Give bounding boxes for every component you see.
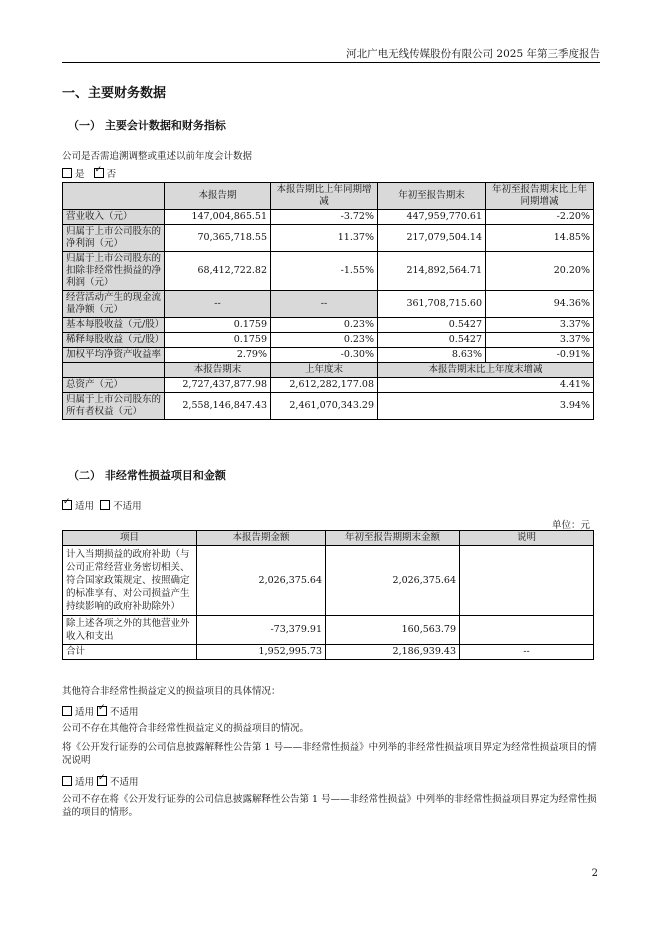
cell: 2,186,939.43 xyxy=(326,645,460,660)
checkbox-not-applicable-checked[interactable] xyxy=(97,706,107,716)
checkbox-yes[interactable] xyxy=(62,168,72,178)
note-reclassification: 将《公开发行证券的公司信息披露解释性公告第 1 号——非经常性损益》中列举的非经常性损益项目界定为经常性损益项目的情况说明 xyxy=(62,742,597,766)
cell: -0.30% xyxy=(271,348,378,363)
table-row xyxy=(63,291,594,318)
checkbox-no-checked[interactable] xyxy=(94,168,104,178)
subsection-title-accounting-data: （一） 主要会计数据和财务指标 xyxy=(68,119,226,132)
running-header: 河北广电无线传媒股份有限公司 2025 年第三季度报告 xyxy=(346,48,600,60)
applicable-options-2 xyxy=(62,704,139,718)
applicable-label: 适用 xyxy=(75,501,95,512)
header-cell: 本报告期金额 xyxy=(197,531,326,546)
cell: 0.23% xyxy=(271,333,378,348)
row-label: 总资产（元） xyxy=(63,378,165,393)
cell: 160,563.79 xyxy=(326,616,460,645)
table-row xyxy=(63,378,594,393)
page-number: 2 xyxy=(591,868,598,879)
row-label: 基本每股收益（元/股） xyxy=(63,318,165,333)
cell: 70,365,718.55 xyxy=(165,225,271,252)
cell: 0.1759 xyxy=(165,318,271,333)
row-label: 归属于上市公司股东的扣除非经常性损益的净利润（元） xyxy=(63,252,165,291)
cell: 11.37% xyxy=(271,225,378,252)
non-recurring-table xyxy=(62,530,594,660)
cell: -73,379.91 xyxy=(197,616,326,645)
cell: 94.36% xyxy=(486,291,594,318)
cell: 447,959,770.61 xyxy=(378,210,486,225)
table-row xyxy=(63,318,594,333)
table-subheader-row xyxy=(63,363,594,378)
cell: 2,461,070,343.29 xyxy=(271,393,378,420)
row-label: 计入当期损益的政府补助（与公司正常经营业务密切相关、符合国家政策规定、按照确定的标准享有、对公司损益产生持续影响的政府补助除外） xyxy=(63,546,197,616)
cell: -1.55% xyxy=(271,252,378,291)
cell: 147,004,865.51 xyxy=(165,210,271,225)
row-label: 归属于上市公司股东的净利润（元） xyxy=(63,225,165,252)
cell: 2.79% xyxy=(165,348,271,363)
cell xyxy=(460,546,594,616)
cell: 361,708,715.60 xyxy=(378,291,486,318)
note-no-reclassification: 公司不存在将《公开发行证券的公司信息披露解释性公告第 1 号——非经常性损益》中列举的非经常性损益项目界定为经常性损益的项目的情形。 xyxy=(62,794,597,818)
subsection-title-non-recurring: （二） 非经常性损益项目和金额 xyxy=(68,469,226,482)
row-label: 合计 xyxy=(63,645,197,660)
cell: -2.20% xyxy=(486,210,594,225)
header-cell: 年初至报告期期末金额 xyxy=(326,531,460,546)
cell: 2,558,146,847.43 xyxy=(165,393,271,420)
row-label: 加权平均净资产收益率 xyxy=(63,348,165,363)
header-cell: 上年度末 xyxy=(271,363,378,378)
cell: 2,612,282,177.08 xyxy=(271,378,378,393)
restate-options xyxy=(62,166,116,180)
cell: 20.20% xyxy=(486,252,594,291)
cell: 68,412,722.82 xyxy=(165,252,271,291)
option-yes-label: 是 xyxy=(75,169,85,180)
header-cell xyxy=(63,363,165,378)
table-row xyxy=(63,645,594,660)
cell: -- xyxy=(271,291,378,318)
checkbox-not-applicable[interactable] xyxy=(100,500,110,510)
checkbox-applicable-checked[interactable] xyxy=(62,500,72,510)
restate-question: 公司是否需追溯调整或重述以前年度会计数据 xyxy=(62,151,253,162)
header-cell xyxy=(63,183,165,210)
table-row xyxy=(63,616,594,645)
table-row xyxy=(63,348,594,363)
section-title: 一、主要财务数据 xyxy=(62,86,167,101)
table-header-row xyxy=(63,531,594,546)
cell: 0.1759 xyxy=(165,333,271,348)
applicable-options xyxy=(62,498,142,512)
header-cell: 年初至报告期末比上年同期增减 xyxy=(486,183,594,210)
cell: 3.37% xyxy=(486,333,594,348)
table-row xyxy=(63,393,594,420)
cell: 217,079,504.14 xyxy=(378,225,486,252)
unit-label: 单位：元 xyxy=(551,520,590,531)
cell: 3.94% xyxy=(378,393,594,420)
not-applicable-label: 不适用 xyxy=(113,501,142,512)
table-header-row xyxy=(63,183,594,210)
cell: 3.37% xyxy=(486,318,594,333)
table-row xyxy=(63,225,594,252)
cell: -3.72% xyxy=(271,210,378,225)
header-cell: 项目 xyxy=(63,531,197,546)
applicable-options-3 xyxy=(62,774,139,788)
header-cell: 本报告期末 xyxy=(165,363,271,378)
checkbox-applicable[interactable] xyxy=(62,706,72,716)
applicable-label: 适用 xyxy=(75,707,95,718)
cell: 1,952,995.73 xyxy=(197,645,326,660)
cell: 2,026,375.64 xyxy=(197,546,326,616)
table-row xyxy=(63,252,594,291)
cell: -- xyxy=(460,645,594,660)
cell: 2,026,375.64 xyxy=(326,546,460,616)
cell: 214,892,564.71 xyxy=(378,252,486,291)
checkbox-applicable[interactable] xyxy=(62,776,72,786)
cell: 0.5427 xyxy=(378,333,486,348)
cell: 4.41% xyxy=(378,378,594,393)
cell: -0.91% xyxy=(486,348,594,363)
row-label: 营业收入（元） xyxy=(63,210,165,225)
header-cell: 本报告期比上年同期增减 xyxy=(271,183,378,210)
applicable-label: 适用 xyxy=(75,777,95,788)
row-label: 归属于上市公司股东的所有者权益（元） xyxy=(63,393,165,420)
row-label: 稀释每股收益（元/股） xyxy=(63,333,165,348)
cell: 2,727,437,877.98 xyxy=(165,378,271,393)
header-divider xyxy=(62,62,600,63)
table-row xyxy=(63,546,594,616)
header-cell: 年初至报告期末 xyxy=(378,183,486,210)
header-cell: 本报告期 xyxy=(165,183,271,210)
table-row xyxy=(63,210,594,225)
cell: 0.23% xyxy=(271,318,378,333)
not-applicable-label: 不适用 xyxy=(110,707,139,718)
financial-data-table xyxy=(62,182,594,420)
row-label: 经营活动产生的现金流量净额（元） xyxy=(63,291,165,318)
cell: 8.63% xyxy=(378,348,486,363)
header-cell: 说明 xyxy=(460,531,594,546)
cell xyxy=(460,616,594,645)
note-no-other-items: 公司不存在其他符合非经常性损益定义的损益项目的情况。 xyxy=(62,723,310,734)
table-row xyxy=(63,333,594,348)
row-label: 除上述各项之外的其他营业外收入和支出 xyxy=(63,616,197,645)
cell: 0.5427 xyxy=(378,318,486,333)
header-cell: 本报告期末比上年度末增减 xyxy=(378,363,594,378)
not-applicable-label: 不适用 xyxy=(110,777,139,788)
option-no-label: 否 xyxy=(106,169,117,180)
checkbox-not-applicable-checked[interactable] xyxy=(97,776,107,786)
note-other-items: 其他符合非经常性损益定义的损益项目的具体情况： xyxy=(62,686,281,697)
cell: 14.85% xyxy=(486,225,594,252)
cell: -- xyxy=(165,291,271,318)
